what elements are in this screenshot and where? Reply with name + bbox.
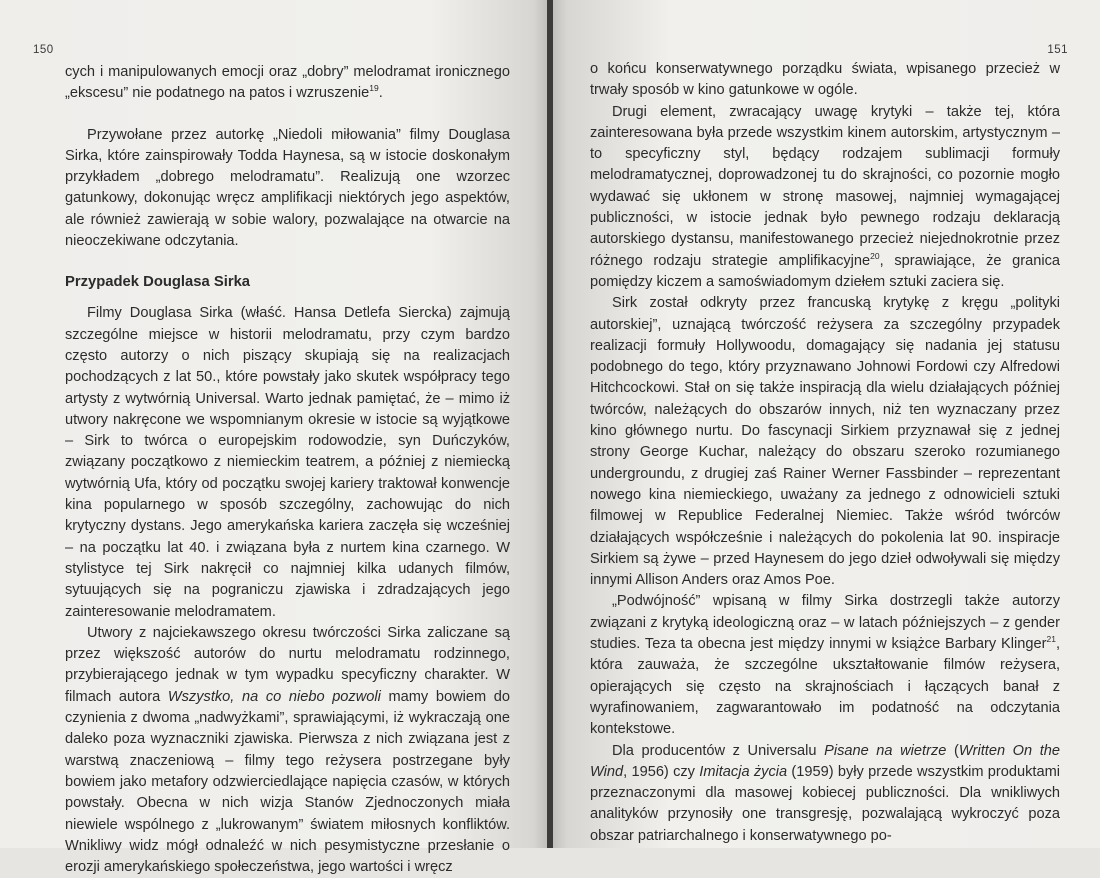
paragraph [65, 62, 510, 105]
text-run: (1959) były przede wszystkim produktami przeznaczonymi dla masowej kobiecej publiczności. Dla wnikliwych analityków przynosiły one transgresję, pozwalającą wykroczyć poza obszar patriarchalnego i konserwatywnego po- [590, 763, 1061, 844]
italic-title: Written On the Wind [590, 742, 1061, 780]
text-run: „Podwójność” wpisaną w filmy Sirka dostrzegli także autorzy związani z krytyką ideologiczną oraz – w latach późniejszych – z gender studies. Teza ta obecna jest między innymi w książce Barbary Klinger [590, 593, 1060, 653]
page-number: 151 [1047, 44, 1068, 56]
book-gutter [547, 0, 553, 848]
italic-title: Wszystko, na co niebo pozwoli [167, 688, 381, 705]
italic-title: Pisane na wietrze [824, 742, 947, 759]
paragraph [65, 623, 510, 878]
paragraph [590, 741, 1060, 847]
text-run: . [378, 85, 383, 102]
text-run: Przypadek Douglasa Sirka [65, 274, 251, 291]
footnote-ref: 19 [369, 83, 379, 94]
footnote-ref: 21 [1046, 634, 1056, 645]
text-run: Sirk został odkryty przez francuską krytykę z kręgu „polityki autorskiej”, uznającą twórczość reżysera za szczególny przypadek realizacji formuły Hollywoodu, domagający się nadania jej statusu podobnego do tego, który przyznawano Johnowi Fordowi czy Alfredowi Hitchcockowi. Stał on się także inspiracją dla wielu działających później twórców, należących do obszarów innych, niż ten wyznaczany przez kino głównego nurtu. Do fascynacji Sirkiem przyznawał się z jednej strony George Kuchar, należący do obszaru szeroko rozumianego undergroundu, z drugiej zaś Rainer Werner Fassbinder – reprezentant nowego kina niemieckiego, uważany za jednego z odnowicieli sztuki filmowej w Republice Federalnej Niemiec. Także wśród twórców działających współcześnie i należących do pokolenia lat 90. inspiracje Sirkiem są żywe – przed Haynesem do jego dzieł odwoływali się między innymi Allison Anders oraz Amos Poe. [590, 295, 1060, 589]
text-run: , 1956) czy [623, 763, 700, 780]
section-heading [65, 272, 510, 292]
text-run: ( [946, 742, 959, 759]
text-run: Przywołane przez autorkę „Niedoli miłowania” filmy Douglasa Sirka, które zainspirowały Todda Haynesa, są w istocie doskonałym przykładem „dobrego melodramatu”. Realizują one wzorzec gatunkowy, dokonując wręcz amplifikacji niektórych jego aspektów, ale również zawierają w sobie walory, pozwalające na otwarcie na nieoczekiwane odczytania. [65, 126, 510, 250]
paragraph [590, 591, 1060, 740]
right-page [550, 0, 1100, 848]
text-run: Utwory z najciekawszego okresu twórczości Sirka zaliczane są przez większość autorów do nurtu melodramatu rodzinnego, przybierającego jednak w tym wypadku specyficzny charakter. W filmach autora [65, 624, 510, 705]
footnote-ref: 20 [870, 250, 880, 261]
paragraph [65, 125, 510, 253]
right-page-text [590, 59, 1060, 847]
paragraph [590, 59, 1060, 102]
paragraph [590, 293, 1060, 591]
paragraph [65, 303, 510, 622]
text-run: cych i manipulowanych emocji oraz „dobry” melodramat ironicznego „ekscesu” nie podatnego na patos i wzruszenie [65, 64, 510, 102]
text-run: mamy bowiem do czynienia z dwoma „nadwyżkami”, sprawiającymi, iż wykraczają one daleko poza wyznaczniki zjawiska. Pierwsza z nich związana jest z warstwą znaczeniową – filmy tego reżysera postrzegane były bowiem jako metafory odzwierciedlające napięcia czasów, w których powstały. Obecna w nich wizja Stanów Zjednoczonych miała niewiele wspólnego z „lukrowanym” światem miłosnych konfliktów. Wnikliwy widz mógł odnaleźć w nich pesymistyczne przesłanie o erozji amerykańskiego społeczeństwa, jego wartości i wręcz [65, 688, 510, 876]
left-page-text [65, 62, 510, 878]
text-run: , która zauważa, że szczególne ukształtowanie filmów reżysera, opierających się często na skrajnościach i łączących banał z wyrafinowaniem, zagwarantowało im podatność na odczytania kontekstowe. [590, 636, 1060, 738]
paragraph [590, 102, 1060, 294]
left-page [0, 0, 550, 876]
text-run: Dla producentów z Universalu [612, 742, 825, 759]
page-number: 150 [33, 44, 54, 56]
text-run: Drugi element, zwracający uwagę krytyki – także tej, która zainteresowana była przede wszystkim kinem autorskim, artystycznym – to specyficzny styl, będący rodzajem sublimacji formuły melodramatycznej, doprowadzonej tu do skrajności, co pozornie mogło wydawać się ukłonem w stronę masowej, najmniej wymagającej publiczności, w istocie jednak było pewnego rodzaju deklaracją autorskiego dystansu, manifestowanego przecież niejednokrotnie przez różnego rodzaju strategie amplifikacyjne [590, 103, 1060, 269]
text-run: Filmy Douglasa Sirka (właść. Hansa Detlefa Siercka) zajmują szczególne miejsce w historii melodramatu, przy czym bardzo często autorzy o nich piszący skupiają się na realizacjach pochodzących z lat 50., które powstały jako skutek współpracy tego artysty z wytwórnią Universal. Warto jednak pamiętać, że – mimo iż utwory nakręcone we wspomnianym okresie w istocie są wyjątkowe – Sirk to twórca o europejskim rodowodzie, syn Duńczyków, związany początkowo z niemieckim teatrem, a później z niemiecką wytwórnią Ufa, który od początku swojej kariery traktował konwencje kina popularnego w sposób szczególny, zachowując do nich krytyczny dystans. Jego amerykańska kariera zaczęła się wcześniej – na początku lat 40. i związana była z nurtem kina czarnego. W stylistyce tej Sirk nakręcił co najmniej kilka udanych filmów, sytuujących się na pograniczu zjawiska i zdradzających jego zainteresowanie melodramatem. [65, 305, 510, 620]
text-run: , sprawiające, że granica pomiędzy kiczem a samoświadomym dziełem sztuki zaciera się. [590, 252, 1060, 290]
text-run: o końcu konserwatywnego porządku świata, wpisanego przecież w trwały sposób w kino gatunkowe w ogóle. [590, 61, 1060, 99]
italic-title: Imitacja życia [699, 763, 788, 780]
